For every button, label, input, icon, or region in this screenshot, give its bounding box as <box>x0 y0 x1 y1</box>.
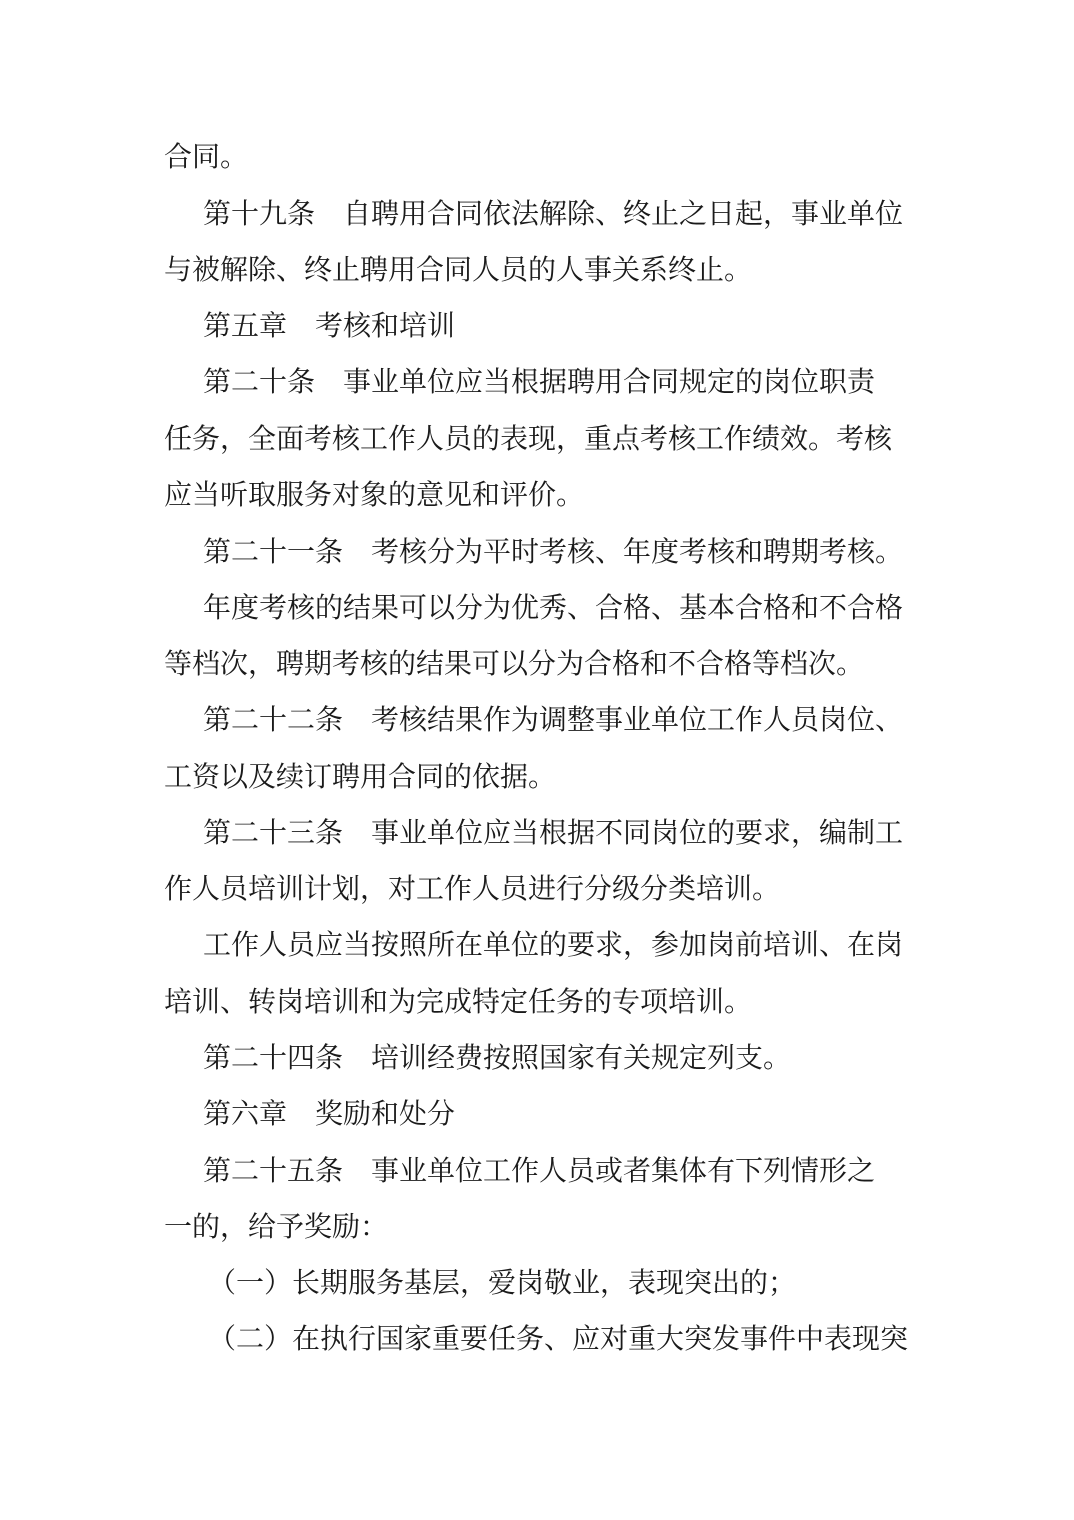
text-line: 等档次，聘期考核的结果可以分为合格和不合格等档次。 <box>164 647 865 680</box>
article-24-line: 第二十四条 培训经费按照国家有关规定列支。 <box>203 1041 792 1074</box>
article-25-line: 第二十五条 事业单位工作人员或者集体有下列情形之 <box>203 1154 876 1187</box>
text-line: 合同。 <box>164 140 249 173</box>
article-20-line: 第二十条 事业单位应当根据聘用合同规定的岗位职责 <box>203 365 876 398</box>
text-line: 工作人员应当按照所在单位的要求，参加岗前培训、在岗 <box>203 928 904 961</box>
text-line: 培训、转岗培训和为完成特定任务的专项培训。 <box>164 985 753 1018</box>
text-line: 一的，给予奖励： <box>164 1210 389 1243</box>
text-line: 任务，全面考核工作人员的表现，重点考核工作绩效。考核 <box>164 422 893 455</box>
article-21-line: 第二十一条 考核分为平时考核、年度考核和聘期考核。 <box>203 535 904 568</box>
chapter-6-heading: 第六章 奖励和处分 <box>203 1097 456 1130</box>
list-item: （一）长期服务基层，爱岗敬业，表现突出的； <box>208 1266 797 1299</box>
list-item: （二）在执行国家重要任务、应对重大突发事件中表现突 <box>208 1322 909 1355</box>
article-23-line: 第二十三条 事业单位应当根据不同岗位的要求，编制工 <box>203 816 904 849</box>
text-line: 与被解除、终止聘用合同人员的人事关系终止。 <box>164 253 753 286</box>
article-19-line: 第十九条 自聘用合同依法解除、终止之日起，事业单位 <box>203 197 904 230</box>
text-line: 工资以及续订聘用合同的依据。 <box>164 760 557 793</box>
article-22-line: 第二十二条 考核结果作为调整事业单位工作人员岗位、 <box>203 703 904 736</box>
text-line: 年度考核的结果可以分为优秀、合格、基本合格和不合格 <box>203 591 904 624</box>
text-line: 作人员培训计划，对工作人员进行分级分类培训。 <box>164 872 781 905</box>
text-line: 应当听取服务对象的意见和评价。 <box>164 478 585 511</box>
chapter-5-heading: 第五章 考核和培训 <box>203 309 456 342</box>
